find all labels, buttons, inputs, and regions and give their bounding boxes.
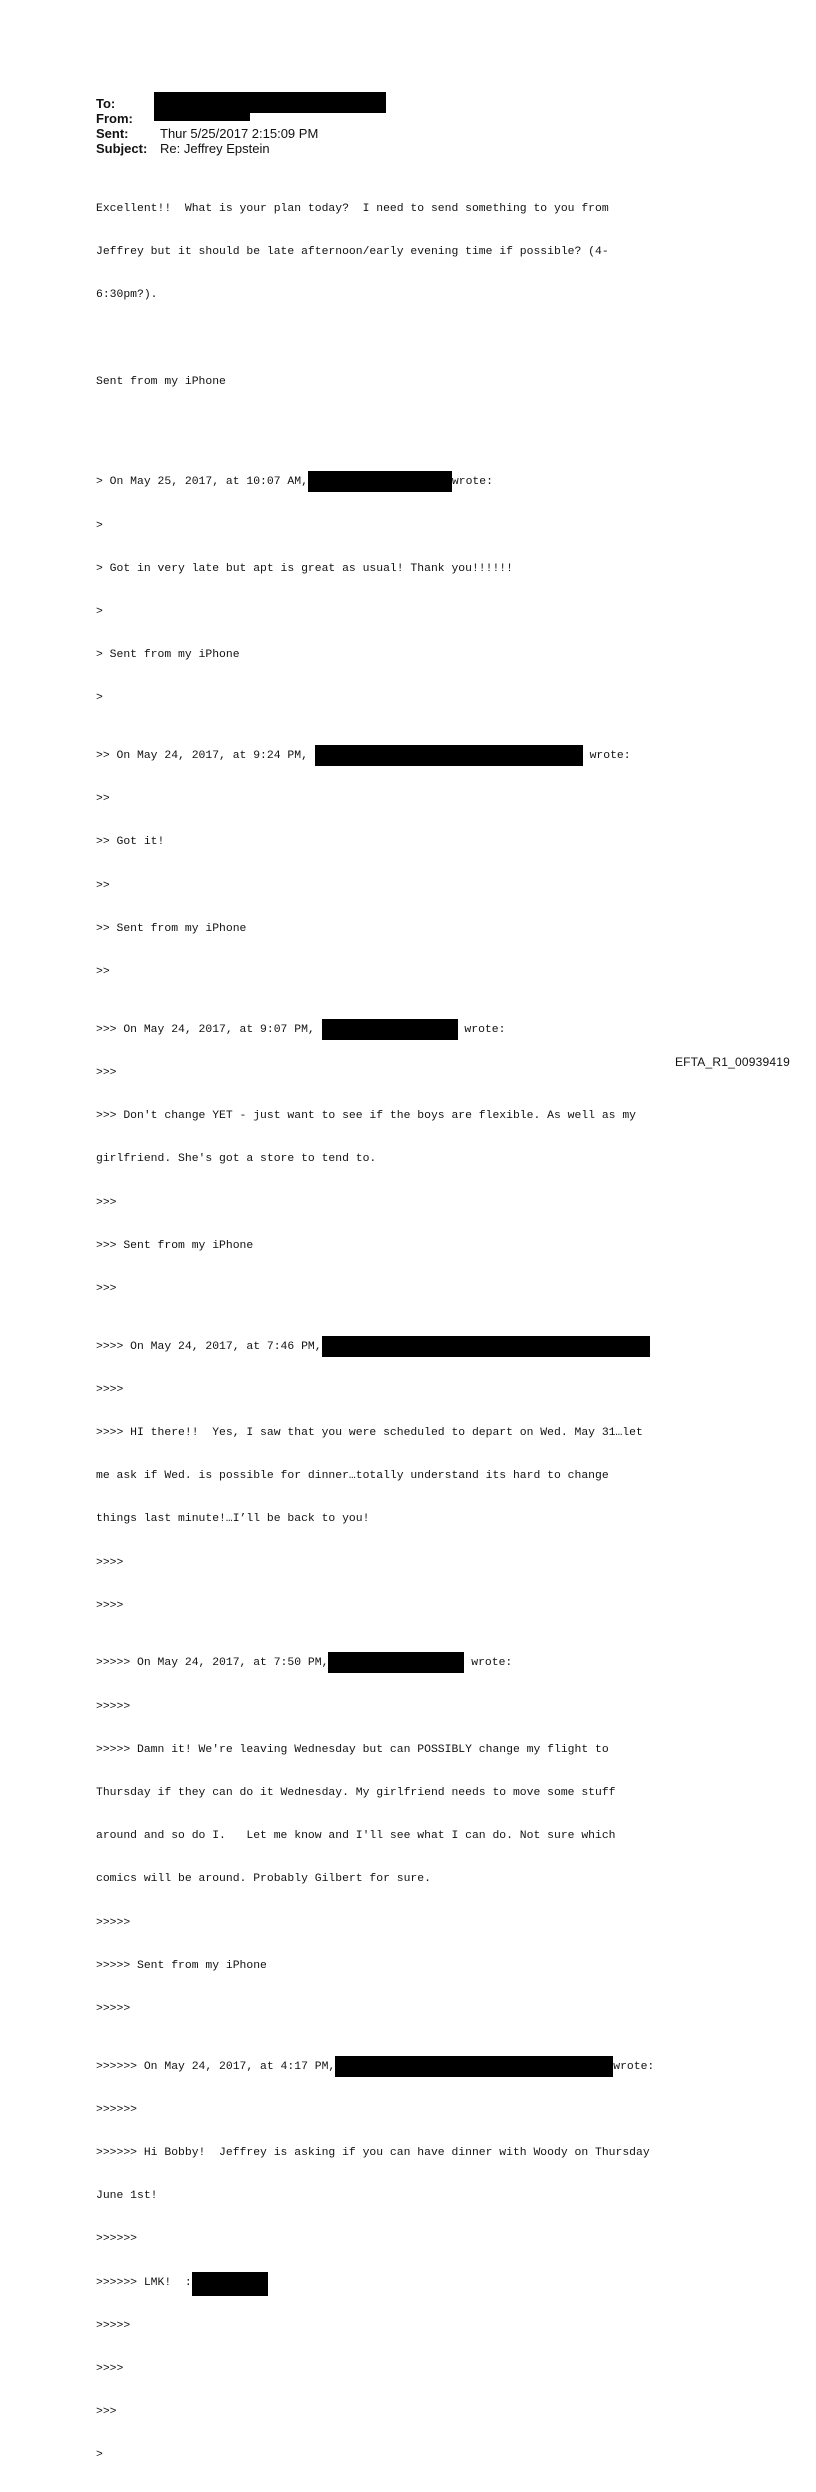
redaction-bar bbox=[335, 2056, 613, 2077]
quote-line: Thursday if they can do it Wednesday. My girlfriend needs to move some stuff bbox=[96, 1786, 616, 1799]
quote-line: >>>>>> bbox=[96, 2103, 138, 2116]
quote-wrote-text: wrote: bbox=[582, 750, 631, 763]
subject-value: Re: Jeffrey Epstein bbox=[160, 141, 270, 156]
quote-header-line bbox=[96, 1340, 756, 1354]
quote-header-line bbox=[96, 1023, 756, 1037]
quote-line: >> bbox=[96, 966, 110, 979]
quote-line: > bbox=[96, 692, 103, 705]
quote-header-line bbox=[96, 1656, 756, 1670]
quote-line: >>>>> bbox=[96, 2002, 131, 2015]
quote-line: >>> Don't change YET - just want to see if the boys are flexible. As well as my bbox=[96, 1110, 637, 1123]
quote-line: >>> bbox=[96, 1196, 117, 1209]
from-row bbox=[96, 111, 736, 126]
quote-line: girlfriend. She's got a store to tend to. bbox=[96, 1153, 377, 1166]
quote-line: >>>>> bbox=[96, 1700, 131, 1713]
quote-wrote-text: wrote: bbox=[464, 1657, 513, 1670]
redaction-bar bbox=[322, 1019, 458, 1040]
email-body bbox=[96, 173, 756, 2492]
redaction-bar bbox=[308, 471, 452, 492]
quote-line: > Sent from my iPhone bbox=[96, 649, 240, 662]
to-row bbox=[96, 96, 736, 111]
quote-line: June 1st! bbox=[96, 2190, 158, 2203]
quote-wrote-text: wrote: bbox=[613, 2060, 655, 2073]
quote-line: >>>> bbox=[96, 2363, 124, 2375]
quote-line: comics will be around. Probably Gilbert for sure. bbox=[96, 1873, 431, 1886]
quote-line: things last minute!…I’ll be back to you! bbox=[96, 1513, 370, 1526]
quote-header-line bbox=[96, 749, 756, 763]
quote-line: >>>>> Sent from my iPhone bbox=[96, 1959, 267, 1972]
quote-line: >>>> HI there!! Yes, I saw that you were scheduled to depart on Wed. May 31…let bbox=[96, 1426, 643, 1439]
quote-header-line bbox=[96, 2276, 756, 2290]
quote-line: >>>>> bbox=[96, 1916, 131, 1929]
signature-line: Sent from my iPhone bbox=[96, 375, 226, 388]
quote-line: > bbox=[96, 519, 103, 532]
quote-line: > bbox=[96, 2449, 103, 2462]
quote-line: around and so do I. Let me know and I'll see what I can do. Not sure which bbox=[96, 1830, 616, 1843]
quote-line: > bbox=[96, 606, 103, 619]
redaction-bar bbox=[315, 745, 583, 766]
quote-header-text: >>>>>> On May 24, 2017, at 4:17 PM, bbox=[96, 2060, 336, 2073]
quote-header-text: >>> On May 24, 2017, at 9:07 PM, bbox=[96, 1023, 315, 1036]
to-label: To: bbox=[96, 96, 116, 111]
subject-label: Subject: bbox=[96, 141, 148, 156]
quote-line: >>>>> bbox=[96, 2319, 131, 2332]
quote-header-text: > On May 25, 2017, at 10:07 AM, bbox=[96, 476, 308, 489]
quote-line: >>>>>> bbox=[96, 2233, 138, 2246]
quote-line: >> Sent from my iPhone bbox=[96, 922, 247, 935]
quote-wrote-text: wrote: bbox=[451, 476, 493, 489]
quote-line: >>>> bbox=[96, 1599, 124, 1612]
body-line: 6:30pm?). bbox=[96, 289, 158, 302]
quote-line: > Got in very late but apt is great as usual! Thank you!!!!!! bbox=[96, 562, 513, 575]
blank-line bbox=[96, 331, 756, 345]
quote-line: >> bbox=[96, 793, 110, 806]
sent-value: Thur 5/25/2017 2:15:09 PM bbox=[160, 126, 319, 141]
sent-row bbox=[96, 126, 736, 141]
quote-line: >> Got it! bbox=[96, 836, 165, 849]
quote-line: me ask if Wed. is possible for dinner…totally understand its hard to change bbox=[96, 1470, 609, 1483]
subject-row bbox=[96, 141, 736, 156]
quote-header-text: >> On May 24, 2017, at 9:24 PM, bbox=[96, 750, 308, 763]
redaction-bar bbox=[328, 1652, 464, 1673]
quote-header-line bbox=[96, 475, 756, 489]
blank-line bbox=[96, 418, 756, 432]
quote-header-text: >>>> On May 24, 2017, at 7:46 PM, bbox=[96, 1340, 322, 1353]
sent-label: Sent: bbox=[96, 126, 129, 141]
quote-header-line bbox=[96, 2060, 756, 2074]
quote-header-text: >>>>> On May 24, 2017, at 7:50 PM, bbox=[96, 1657, 329, 1670]
quote-line: >>>>>> Hi Bobby! Jeffrey is asking if you can have dinner with Woody on Thursday bbox=[96, 2146, 650, 2159]
redaction-bar bbox=[322, 1336, 650, 1357]
quote-wrote-text: wrote: bbox=[457, 1023, 506, 1036]
redaction-bar bbox=[192, 2272, 268, 2296]
quote-line: >>>> bbox=[96, 1383, 124, 1396]
quote-line: >>>> bbox=[96, 1556, 124, 1569]
redaction-bar bbox=[154, 92, 386, 113]
quote-line: >>> bbox=[96, 1066, 117, 1079]
quote-line: >> bbox=[96, 879, 110, 892]
body-line: Jeffrey but it should be late afternoon/early evening time if possible? (4- bbox=[96, 246, 609, 259]
redaction-bar bbox=[154, 111, 250, 121]
quote-line: >>>>> Damn it! We're leaving Wednesday but can POSSIBLY change my flight to bbox=[96, 1743, 609, 1756]
from-label: From: bbox=[96, 111, 133, 126]
quote-line: >>> bbox=[96, 2406, 117, 2419]
email-header bbox=[96, 96, 736, 156]
quote-line: >>> bbox=[96, 1282, 117, 1295]
quote-lmk-text: >>>>>> LMK! : bbox=[96, 2276, 192, 2289]
body-line: Excellent!! What is your plan today? I need to send something to you from bbox=[96, 202, 609, 215]
quote-line: >>> Sent from my iPhone bbox=[96, 1239, 254, 1252]
document-id: EFTA_R1_00939419 bbox=[674, 1055, 790, 1069]
